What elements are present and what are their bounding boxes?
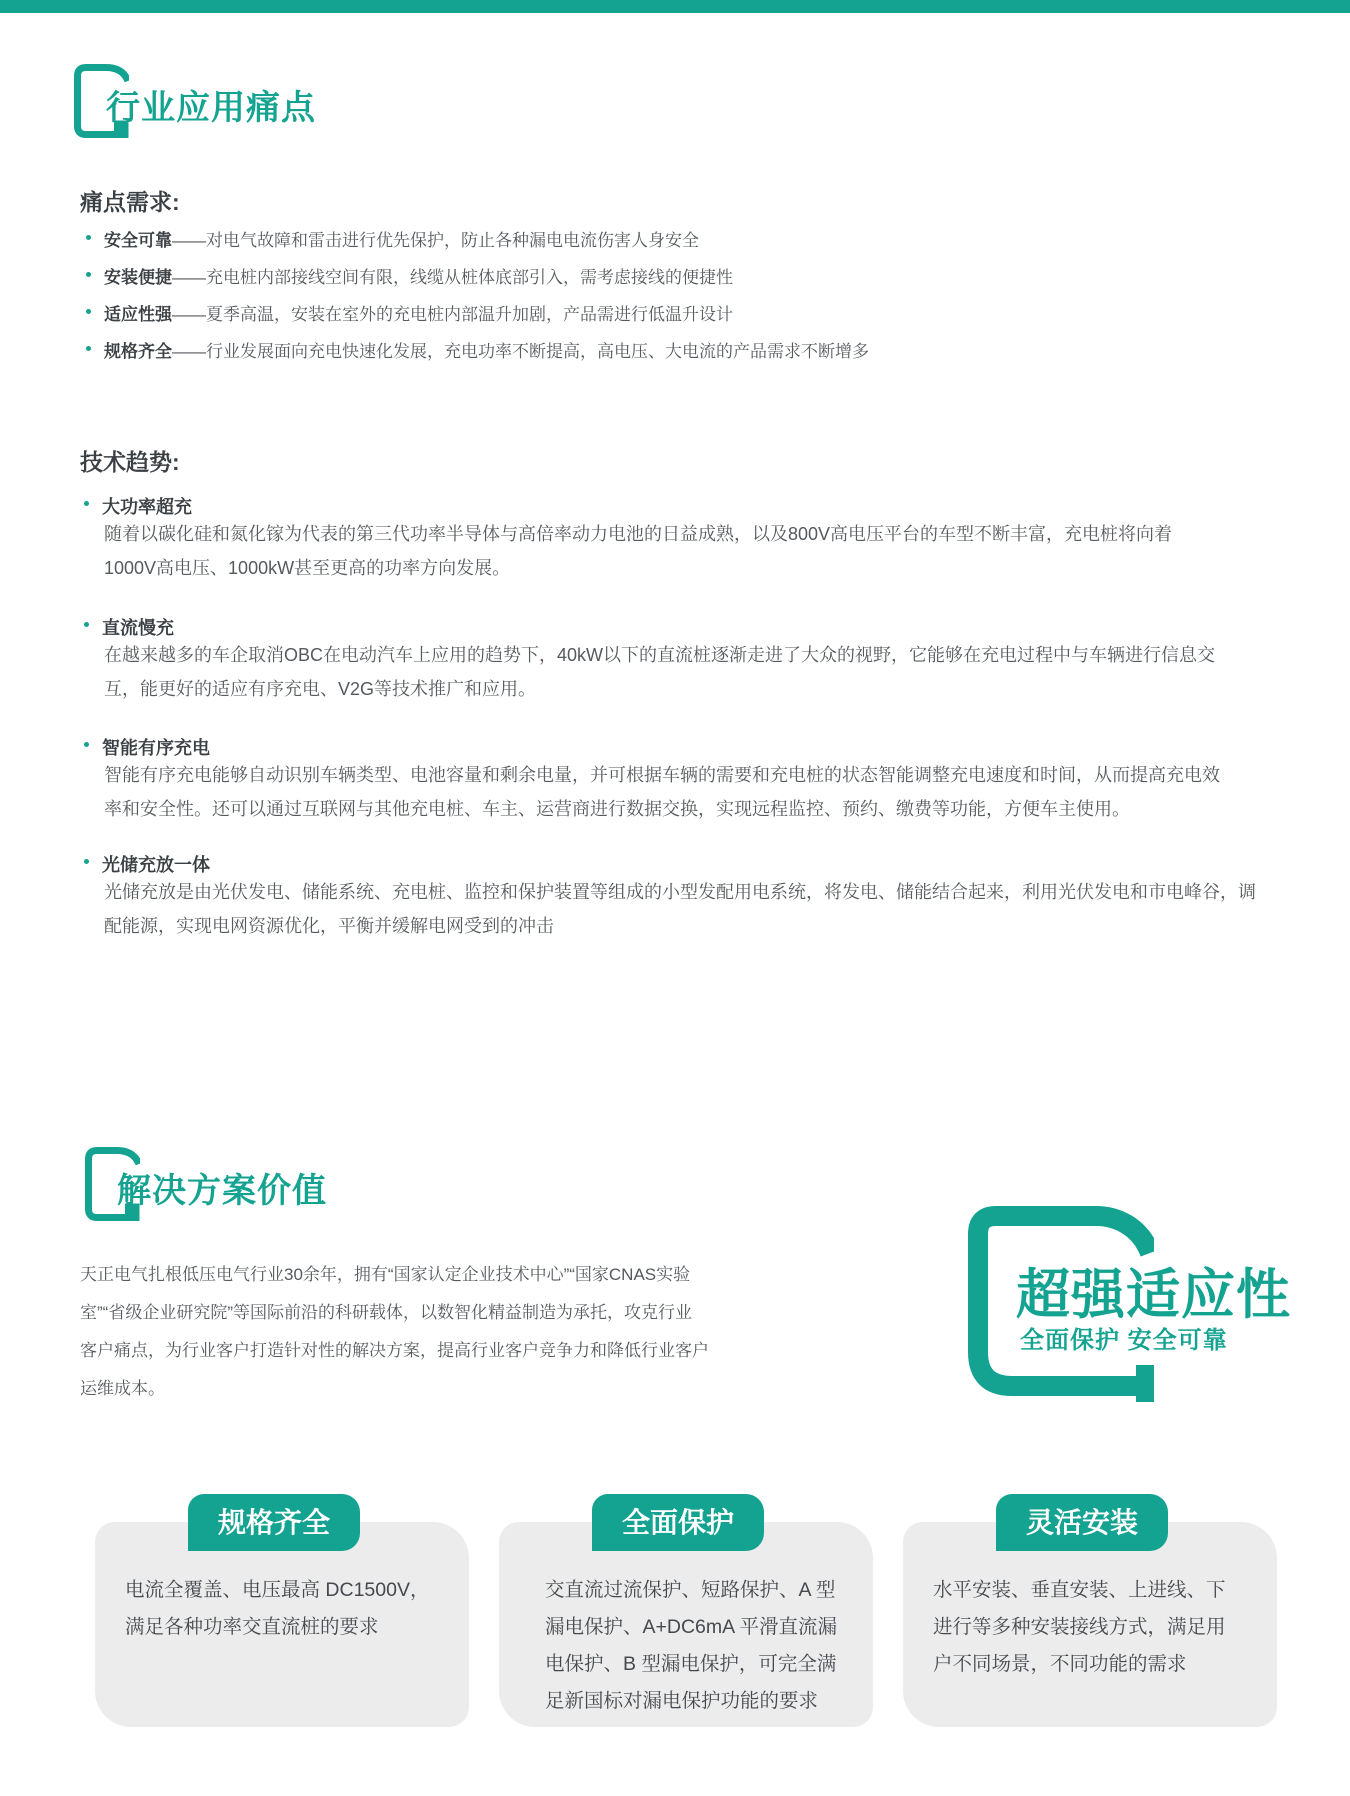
card-text-line: 电流全覆盖、电压最高 DC1500V， bbox=[125, 1579, 430, 1601]
tech-paragraph bbox=[104, 638, 1215, 706]
tech-paragraph-line: 配能源，实现电网资源优化，平衡并缓解电网受到的冲击 bbox=[104, 916, 554, 936]
tech-paragraph-line: 1000V高电压、1000kW甚至更高的功率方向发展。 bbox=[104, 558, 511, 578]
solution-paragraph-line: 天正电气扎根低压电气行业30余年，拥有“国家认定企业技术中心”“国家CNAS实验 bbox=[80, 1265, 691, 1284]
card-text-line: 满足各种功率交直流桩的要求 bbox=[125, 1616, 379, 1638]
card-body bbox=[499, 1522, 873, 1720]
bullet-dot bbox=[86, 346, 91, 351]
card-installation bbox=[903, 1522, 1277, 1727]
section-title-pain-points: 行业应用痛点 bbox=[106, 89, 316, 127]
pain-item-text: ——充电桩内部接线空间有限，线缆从桩体底部引入，需考虑接线的便捷性 bbox=[172, 268, 733, 287]
tech-paragraph-line: 互，能更好的适应有序充电、V2G等技术推广和应用。 bbox=[104, 679, 537, 699]
bullet-dot bbox=[84, 742, 89, 747]
card-text-line: 足新国标对漏电保护功能的要求 bbox=[545, 1690, 819, 1712]
pain-item-title: 适应性强 bbox=[104, 305, 172, 324]
pain-item-text: ——行业发展面向充电快速化发展，充电功率不断提高，高电压、大电流的产品需求不断增多 bbox=[172, 342, 869, 361]
pain-item-text: ——对电气故障和雷击进行优先保护，防止各种漏电电流伤害人身安全 bbox=[172, 231, 699, 250]
tech-item-title: 直流慢充 bbox=[102, 618, 174, 638]
card-badge-protection: 全面保护 bbox=[592, 1494, 764, 1551]
bullet-dot bbox=[86, 235, 91, 240]
callout-subtitle: 全面保护 安全可靠 bbox=[1020, 1327, 1228, 1354]
pain-item-title: 安全可靠 bbox=[104, 231, 172, 250]
pain-item bbox=[104, 337, 869, 362]
card-badge-specs: 规格齐全 bbox=[188, 1494, 360, 1551]
card-specs bbox=[95, 1522, 469, 1727]
pain-item-text: ——夏季高温，安装在室外的充电桩内部温升加剧，产品需进行低温升设计 bbox=[172, 305, 733, 324]
card-text-line: 交直流过流保护、短路保护、A 型 bbox=[545, 1579, 836, 1601]
top-accent-bar bbox=[0, 0, 1350, 13]
tech-heading: 技术趋势: bbox=[80, 449, 180, 475]
tech-item-title: 大功率超充 bbox=[102, 497, 192, 517]
bullet-dot bbox=[84, 501, 89, 506]
pain-item-title: 规格齐全 bbox=[104, 342, 172, 361]
solution-paragraph bbox=[80, 1256, 709, 1408]
tech-paragraph bbox=[104, 758, 1220, 826]
tech-paragraph bbox=[104, 517, 1172, 585]
tech-item-title: 光储充放一体 bbox=[102, 855, 210, 875]
card-text-line: 电保护、B 型漏电保护，可完全满 bbox=[545, 1653, 837, 1675]
solution-paragraph-line: 运维成本。 bbox=[80, 1379, 165, 1398]
bullet-dot bbox=[86, 272, 91, 277]
tech-paragraph-line: 智能有序充电能够自动识别车辆类型、电池容量和剩余电量，并可根据车辆的需要和充电桩的状态智能调整充电速度和时间，从而提高充电效 bbox=[104, 765, 1220, 785]
tech-paragraph bbox=[104, 875, 1256, 943]
callout-title: 超强适应性 bbox=[1016, 1265, 1291, 1325]
pain-heading: 痛点需求: bbox=[80, 189, 180, 215]
bullet-dot bbox=[84, 622, 89, 627]
tech-paragraph-line: 率和安全性。还可以通过互联网与其他充电桩、车主、运营商进行数据交换，实现远程监控、预约、缴费等功能，方便车主使用。 bbox=[104, 799, 1130, 819]
solution-paragraph-line: 室”“省级企业研究院”等国际前沿的科研载体，以数智化精益制造为承托，攻克行业 bbox=[80, 1303, 692, 1322]
pain-item bbox=[104, 226, 699, 251]
pain-item bbox=[104, 300, 733, 325]
card-text-line: 漏电保护、A+DC6mA 平滑直流漏 bbox=[545, 1616, 837, 1638]
card-text-line: 进行等多种安装接线方式，满足用 bbox=[933, 1616, 1226, 1638]
section-title-solution-value: 解决方案价值 bbox=[117, 1172, 327, 1210]
bullet-dot bbox=[86, 309, 91, 314]
pain-item bbox=[104, 263, 733, 288]
bullet-dot bbox=[84, 859, 89, 864]
tech-paragraph-line: 光储充放是由光伏发电、储能系统、充电桩、监控和保护装置等组成的小型发配用电系统，将发电、储能结合起来，利用光伏发电和市电峰谷，调 bbox=[104, 882, 1256, 902]
tech-item-title: 智能有序充电 bbox=[102, 738, 210, 758]
card-text-line: 户不同场景，不同功能的需求 bbox=[933, 1653, 1187, 1675]
solution-paragraph-line: 客户痛点，为行业客户打造针对性的解决方案，提高行业客户竞争力和降低行业客户 bbox=[80, 1341, 709, 1360]
card-text-line: 水平安装、垂直安装、上进线、下 bbox=[933, 1579, 1226, 1601]
card-protection bbox=[499, 1522, 873, 1727]
tech-paragraph-line: 随着以碳化硅和氮化镓为代表的第三代功率半导体与高倍率动力电池的日益成熟，以及800V高电压平台的车型不断丰富，充电桩将向着 bbox=[104, 524, 1173, 544]
tech-paragraph-line: 在越来越多的车企取消OBC在电动汽车上应用的趋势下，40kW以下的直流桩逐渐走进了大众的视野，它能够在充电过程中与车辆进行信息交 bbox=[104, 645, 1216, 665]
pain-item-title: 安装便捷 bbox=[104, 268, 172, 287]
card-badge-installation: 灵活安装 bbox=[996, 1494, 1168, 1551]
